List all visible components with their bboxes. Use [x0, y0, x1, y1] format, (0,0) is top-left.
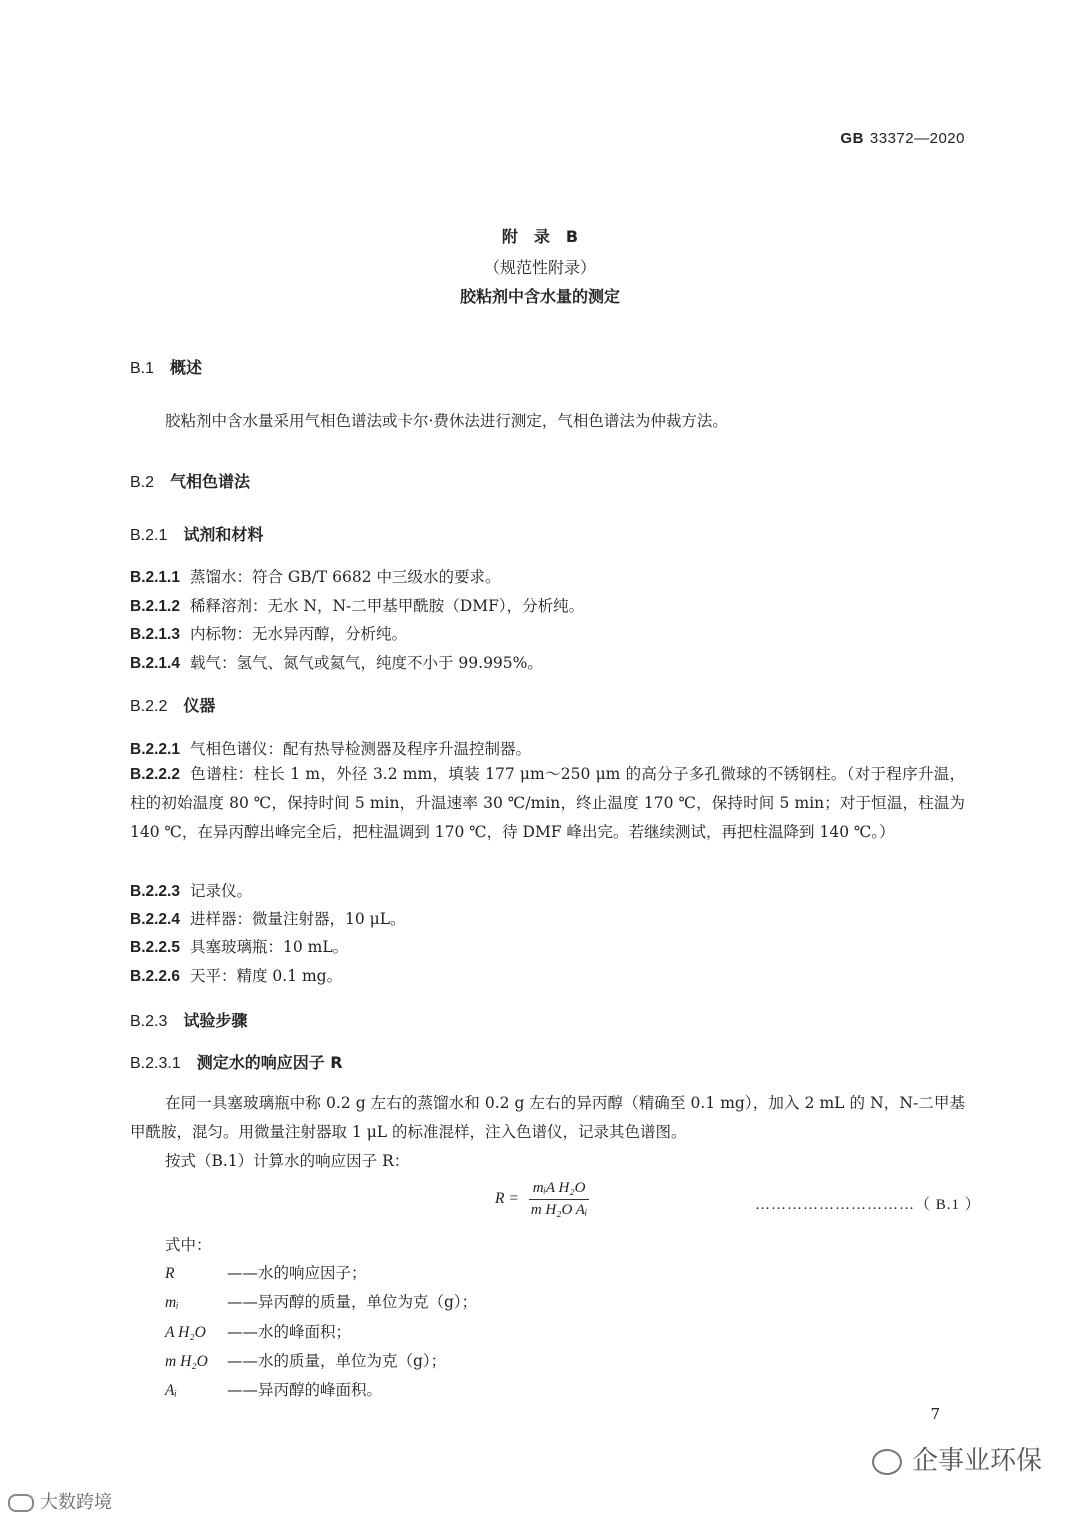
section-b23-heading: B.2.3 试验步骤: [130, 1011, 248, 1030]
where-label: 式中：: [165, 1236, 212, 1254]
variable-row: R ——水的响应因子；: [165, 1264, 367, 1282]
list-item: B.2.2.1 气相色谱仪：配有热导检测器及程序升温控制器。: [130, 740, 531, 758]
appendix-name: 胶粘剂中含水量的测定: [459, 287, 620, 306]
section-b2-heading: B.2 气相色谱法: [130, 472, 251, 491]
list-item: B.2.1.2 稀释溶剂：无水 N，N-二甲基甲酰胺（DMF），分析纯。: [130, 597, 585, 615]
section-b231-heading: B.2.3.1 测定水的响应因子 R: [130, 1053, 343, 1072]
variable-row: m H₂O ——水的质量，单位为克（g）；: [165, 1352, 447, 1370]
list-item: B.2.2.3 记录仪。: [130, 882, 252, 900]
list-item: B.2.2.4 进样器：微量注射器，10 μL。: [130, 910, 406, 928]
list-item: B.2.2.6 天平：精度 0.1 mg。: [130, 967, 343, 985]
procedure-paragraph: 在同一具塞玻璃瓶中称 0.2 g 左右的蒸馏水和 0.2 g 左右的异丙醇（精确至 0.1 mg），加入 2 mL 的 N，N-二甲基甲酰胺，混匀。用微量注射器取 1 μL 的标准混样，注入色谱仪，记录其色谱图。: [130, 1094, 965, 1141]
page-number: 7: [930, 1405, 940, 1423]
section-b21-heading: B.2.1 试剂和材料: [130, 525, 264, 544]
list-item: B.2.1.4 载气：氢气、氮气或氦气，纯度不小于 99.995%。: [130, 654, 543, 672]
watermark-left: 大数跨境: [8, 1488, 112, 1514]
section-b1-heading: B.1 概述: [130, 358, 203, 377]
wechat-icon: [872, 1449, 902, 1475]
list-item: B.2.1.1 蒸馏水：符合 GB/T 6682 中三级水的要求。: [130, 568, 501, 586]
appendix-title: 附 录 B: [501, 227, 579, 246]
equation-label: …………………………（ B.1 ）: [755, 1197, 981, 1213]
standard-number: GB 33372—2020: [840, 130, 965, 147]
variable-row: mᵢ ——异丙醇的质量，单位为克（g）；: [165, 1293, 478, 1311]
watermark-right: 企事业环保: [872, 1440, 1042, 1477]
formula-intro: 按式（B.1）计算水的响应因子 R：: [165, 1152, 410, 1170]
section-b22-heading: B.2.2 仪器: [130, 696, 216, 715]
list-item-paragraph: B.2.2.2 色谱柱：柱长 1 m，外径 3.2 mm，填装 177 μm～250 μm 的高分子多孔微球的不锈钢柱。（对于程序升温，柱的初始温度 80 ℃，保持时间 5 min，升温速率 30 ℃/min，终止温度 170 ℃，保持时间 5 min；对于恒温，柱温为 140 ℃，在异丙醇出峰完全后，把柱温调到 170 ℃，待 DMF 峰出完。若继续测试，再把柱温降到 140 ℃。）: [130, 765, 965, 841]
list-item: B.2.1.3 内标物：无水异丙醇，分析纯。: [130, 625, 407, 643]
appendix-subtitle: （规范性附录）: [483, 258, 596, 277]
variable-row: Aᵢ ——异丙醇的峰面积。: [165, 1381, 383, 1399]
formula-b1: R = $\frac{\text{mᵢA H₂O}}{\text{m H₂O Aᵢ}}$: [495, 1180, 589, 1219]
fraction: $\frac{\text{mᵢA H₂O}}{\text{m H₂O Aᵢ}}$: [529, 1180, 590, 1219]
variable-row: A H₂O ——水的峰面积；: [165, 1323, 352, 1341]
list-item: B.2.2.5 具塞玻璃瓶：10 mL。: [130, 938, 349, 956]
section-b1-text: 胶粘剂中含水量采用气相色谱法或卡尔·费休法进行测定，气相色谱法为仲裁方法。: [165, 412, 728, 430]
link-icon: [8, 1494, 34, 1512]
